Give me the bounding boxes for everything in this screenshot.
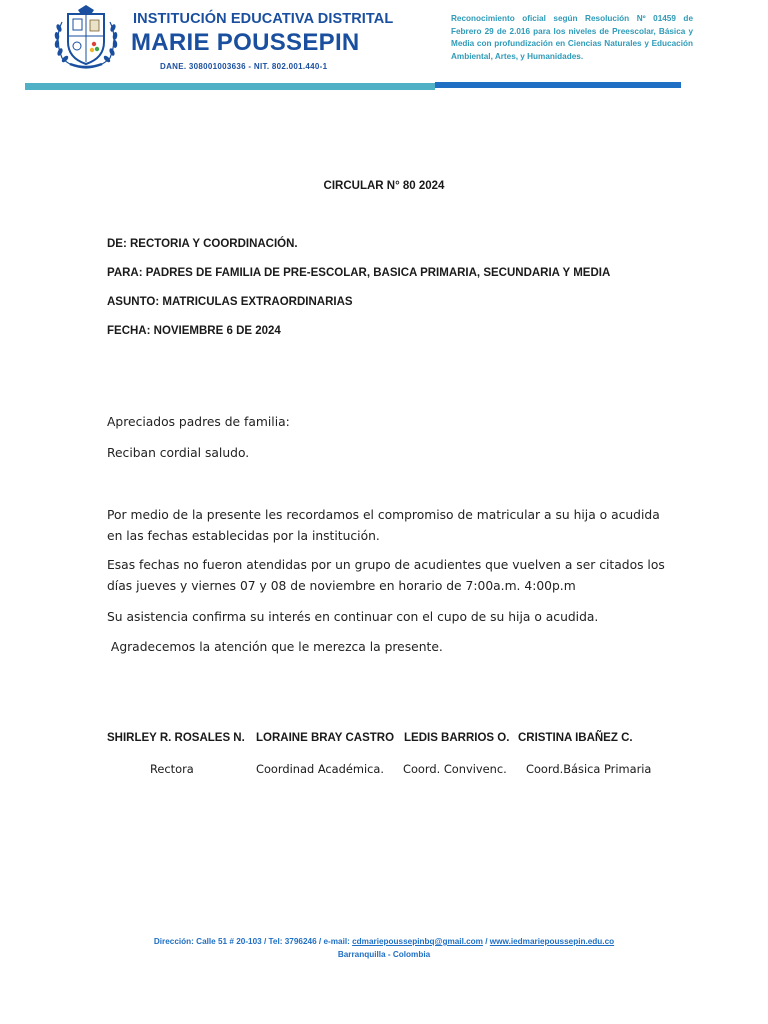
greeting: Apreciados padres de familia:	[107, 415, 290, 429]
signature-role: Coord. Convivenc.	[403, 762, 507, 776]
signature-name: SHIRLEY R. ROSALES N.	[107, 732, 245, 744]
body-paragraph-1: Por medio de la presente les recordamos el compromiso de matricular a su hija o acudida en las fechas establecidas por la institución.	[107, 508, 660, 543]
body-paragraph-2: Esas fechas no fueron atendidas por un grupo de acudientes que vuelven a ser citados los días jueves y viernes 07 y 08 de noviembre en horario de 7:00a.m. 4:00p.m	[107, 558, 665, 593]
body-paragraph-3: Su asistencia confirma su interés en continuar con el cupo de su hija o acudida.	[107, 610, 599, 624]
footer-website-link[interactable]: www.iedmariepoussepin.edu.co	[489, 937, 615, 946]
official-recognition-text: Reconocimiento oficial según Resolución Nº 01459 de Febrero 29 de 2.016 para los niveles de Preescolar, Básica y Media con profundización en Ciencias Naturales y Educación Ambiental, Artes, y Humanidades.	[451, 14, 693, 61]
institution-logo	[50, 4, 122, 72]
header-rule-teal	[25, 83, 435, 90]
salutation: Reciban cordial saludo.	[107, 446, 250, 460]
memo-subject: ASUNTO: MATRICULAS EXTRAORDINARIAS	[107, 296, 353, 308]
signature-role: Coordinad Académica.	[256, 762, 385, 776]
signature-name: LORAINE BRAY CASTRO	[256, 732, 395, 744]
body-paragraph-4: Agradecemos la atención que le merezca la presente.	[107, 640, 443, 654]
shield-crest-icon	[50, 4, 122, 72]
circular-title: CIRCULAR N° 80 2024	[323, 180, 445, 192]
signature-role: Coord.Básica Primaria	[526, 762, 652, 776]
footer-city: Barranquilla - Colombia	[337, 950, 431, 959]
institution-name: MARIE POUSSEPIN	[131, 29, 360, 56]
institution-dane-nit: DANE. 308001003636 - NIT. 802.001.440-1	[160, 62, 328, 71]
signature-name: CRISTINA IBAÑEZ C.	[518, 732, 633, 744]
memo-to: PARA: PADRES DE FAMILIA DE PRE-ESCOLAR, BASICA PRIMARIA, SECUNDARIA Y MEDIA	[107, 267, 611, 279]
memo-date: FECHA: NOVIEMBRE 6 DE 2024	[107, 325, 281, 337]
footer-email-link[interactable]: cdmariepoussepinbq@gmail.com	[352, 937, 483, 946]
footer-address: Dirección: Calle 51 # 20-103 / Tel: 3796246 / e-mail:	[153, 937, 353, 946]
memo-from: DE: RECTORIA Y COORDINACIÓN.	[107, 238, 298, 250]
signature-role: Rectora	[150, 762, 194, 776]
institution-type: INSTITUCIÓN EDUCATIVA DISTRITAL	[133, 11, 394, 27]
signature-name: LEDIS BARRIOS O.	[404, 732, 510, 744]
header-rule-blue	[435, 82, 681, 88]
footer-contact	[0, 937, 768, 946]
footer-separator: /	[482, 937, 490, 946]
